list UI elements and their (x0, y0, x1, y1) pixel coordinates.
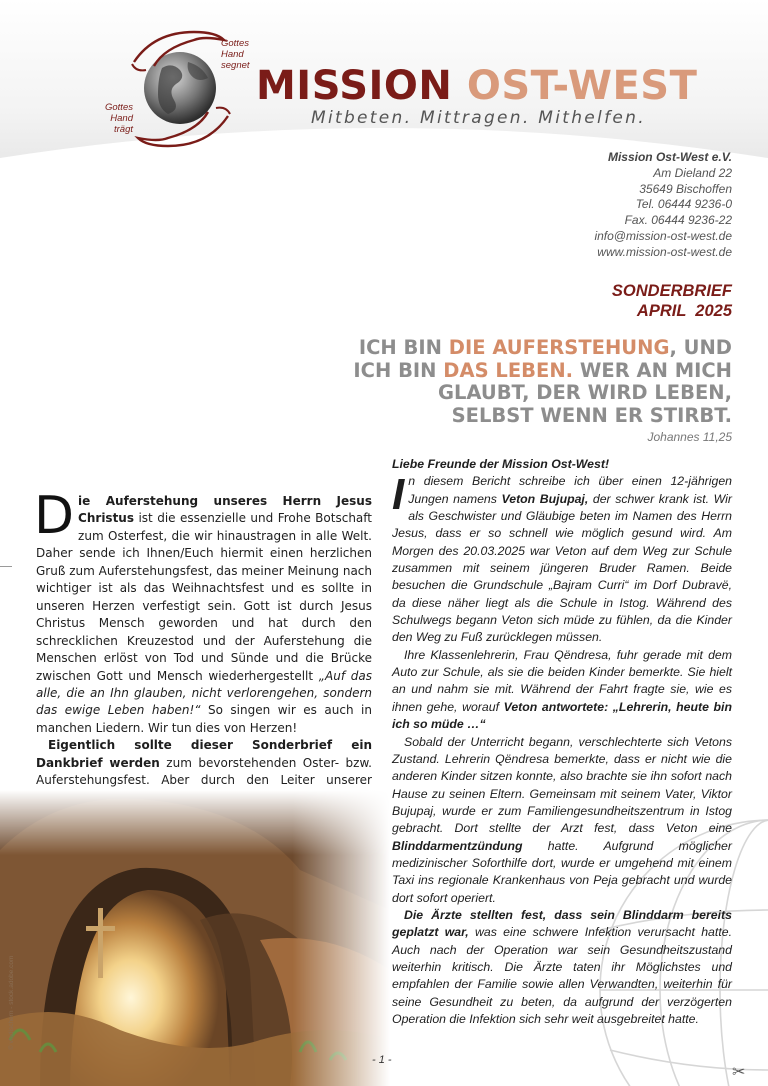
address-email[interactable]: info@mission-ost-west.de (594, 228, 732, 243)
address-city: 35649 Bischoffen (639, 181, 732, 196)
drop-cap: D (34, 486, 75, 546)
address-website[interactable]: www.mission-ost-west.de (597, 244, 732, 259)
brand-name (256, 62, 697, 110)
org-name: Mission Ost-West e.V. (607, 150, 732, 164)
address-fax: Fax. 06444 9236-22 (624, 213, 732, 228)
report-paragraph-2: Ihre Klassenlehrerin, Frau Qëndresa, fuhr gerade mit dem Auto zur Schule, als sie die beiden Kinder bemerkte. Sie hielt an und nahm sie mit. Während der Fahrt fragte sie, wie es ihnen gehe, worauf Veton antwortete: „Lehrerin, heute bin ich so müde …“ (392, 647, 732, 732)
report-paragraph-3: Sobald der Unterricht begann, verschlechterte sich Vetons Zustand. Lehrerin Qëndresa bemerkte, dass er nicht wie die anderen Kinder sitzen konnte, also brachte sie ihn sofort nach Hause zu seinen Eltern. Gemeinsam mit seinem Vater, Viktor Bujupaj, wurde er zum Familiengesundheitszentrum in Istog gebracht. Dort stellte der Arzt fest, dass Veton eine Blinddarmentzündung hatte. Aufgrund möglicher medizinischer Soforthilfe dort, wurde er umgehend mit einem Taxi ins regionale Krankenhaus von Peja gebracht und wurde dort sofort operiert. (392, 734, 732, 905)
address-phone: Tel. 06444 9236-0 (635, 197, 732, 212)
intro-paragraph-1: Die Auferstehung unseres Herrn Jesus Christus ist die essenzielle und Frohe Botschaft zum Osterfest, die wir hinaustragen in alle Welt. Daher sende ich Ihnen/Euch hiermit einen herzlichen Gruß zum Auferstehungsfest, das meiner Meinung nach wichtiger ist als das Weihnachtsfest und es sollte in unseren Herzen verfestigt sein. Gott ist durch Jesus Christus Mensch geworden und hat durch den schrecklichen Kreuzestod und der Auferstehung die Menschen erlöst von Tod und Sünde und die Brücke zwischen Gott und Mensch wiederhergestellt „Auf das alle, die an Ihn glauben, nicht verlorengehen, sondern das ewige Leben haben!“ So singen wir es auch in manchen Liedern. Wir tun dies von Herzen! (34, 486, 372, 735)
greeting: Liebe Freunde der Mission Ost-West! (392, 457, 610, 471)
address-street: Am Dieland 22 (653, 165, 732, 180)
bible-verse (353, 337, 732, 427)
verse-line-3: GLAUBT, DER WIRD LEBEN, (437, 381, 732, 404)
letter-type-title: SONDERBRIEF (611, 282, 732, 300)
verse-reference: Johannes 11,25 (647, 430, 732, 444)
intro-paragraph-2: Eigentlich sollte dieser Sonderbrief ein Dankbrief werden zum bevorstehenden Oster- bzw. Auferstehungsfest. Aber durch den Leiter unserer (36, 738, 372, 788)
photo-credit: © vladischern - stock.adobe.com (8, 955, 15, 1050)
verse-line-2: ICH BIN DAS LEBEN. WER AN MICH (353, 358, 732, 382)
report-drop-cap: I (392, 470, 405, 520)
logo-text-segnet: Gottes Hand segnet (221, 38, 250, 71)
logo-text-traegt: Gottes Hand trägt (105, 102, 133, 135)
sender-address (594, 150, 732, 261)
report-paragraph-4: Die Ärzte stellten fest, dass sein Blinddarm bereits geplatzt war, was eine schwere Infektion verursacht hatte. Auch nach der Operation war sein Gesundheitszustand weiterhin kritisch. Die Ärzte taten ihr Möglichstes und empfahlen der Familie sowie allen Verwandten, weiterhin für seine Gesundheit zu beten, da aufgrund der verzögerten Operation die Infektion sich sehr weit ausgebreitet hatte. (392, 907, 732, 1026)
verse-line-1: ICH BIN DIE AUFERSTEHUNG, UND (358, 336, 732, 359)
report-paragraph-1: In diesem Bericht schreibe ich über einen 12-jährigen Jungen namens Veton Bujupaj, der schwer krank ist. Wir als Geschwister und Gläubige beten im Namen des Herrn Jesus, dass er so schnell wie möglich gesund wird. Am Morgen des 20.03.2025 war Veton auf dem Weg zur Schule zusammen mit seinem jüngeren Bruder Ramen. Beide besuchen die Grundschule „Bajram Curri“ im Dorf Dubravë, da diese näher liegt als die Schule in Istog. Während des Schulwegs begann Veton sich müde zu fühlen, da die Kinder den Weg zu Fuß zurücklegen müssen. (392, 470, 732, 645)
report-column (392, 456, 732, 1028)
fold-mark (0, 566, 12, 567)
brand-tagline: Mitbeten. Mittragen. Mithelfen. (311, 108, 646, 128)
verse-line-4: SELBST WENN ER STIRBT. (451, 403, 732, 427)
letter-type (612, 281, 732, 321)
brand-word-mission: MISSION (256, 63, 453, 109)
scissors-icon: ✂ (732, 1064, 746, 1081)
letter-type-date: APRIL 2025 (636, 302, 732, 320)
page-number: - 1 - (372, 1054, 392, 1066)
brand-word-ost-west: OST-WEST (466, 63, 698, 109)
empty-tomb-painting (0, 790, 390, 1086)
